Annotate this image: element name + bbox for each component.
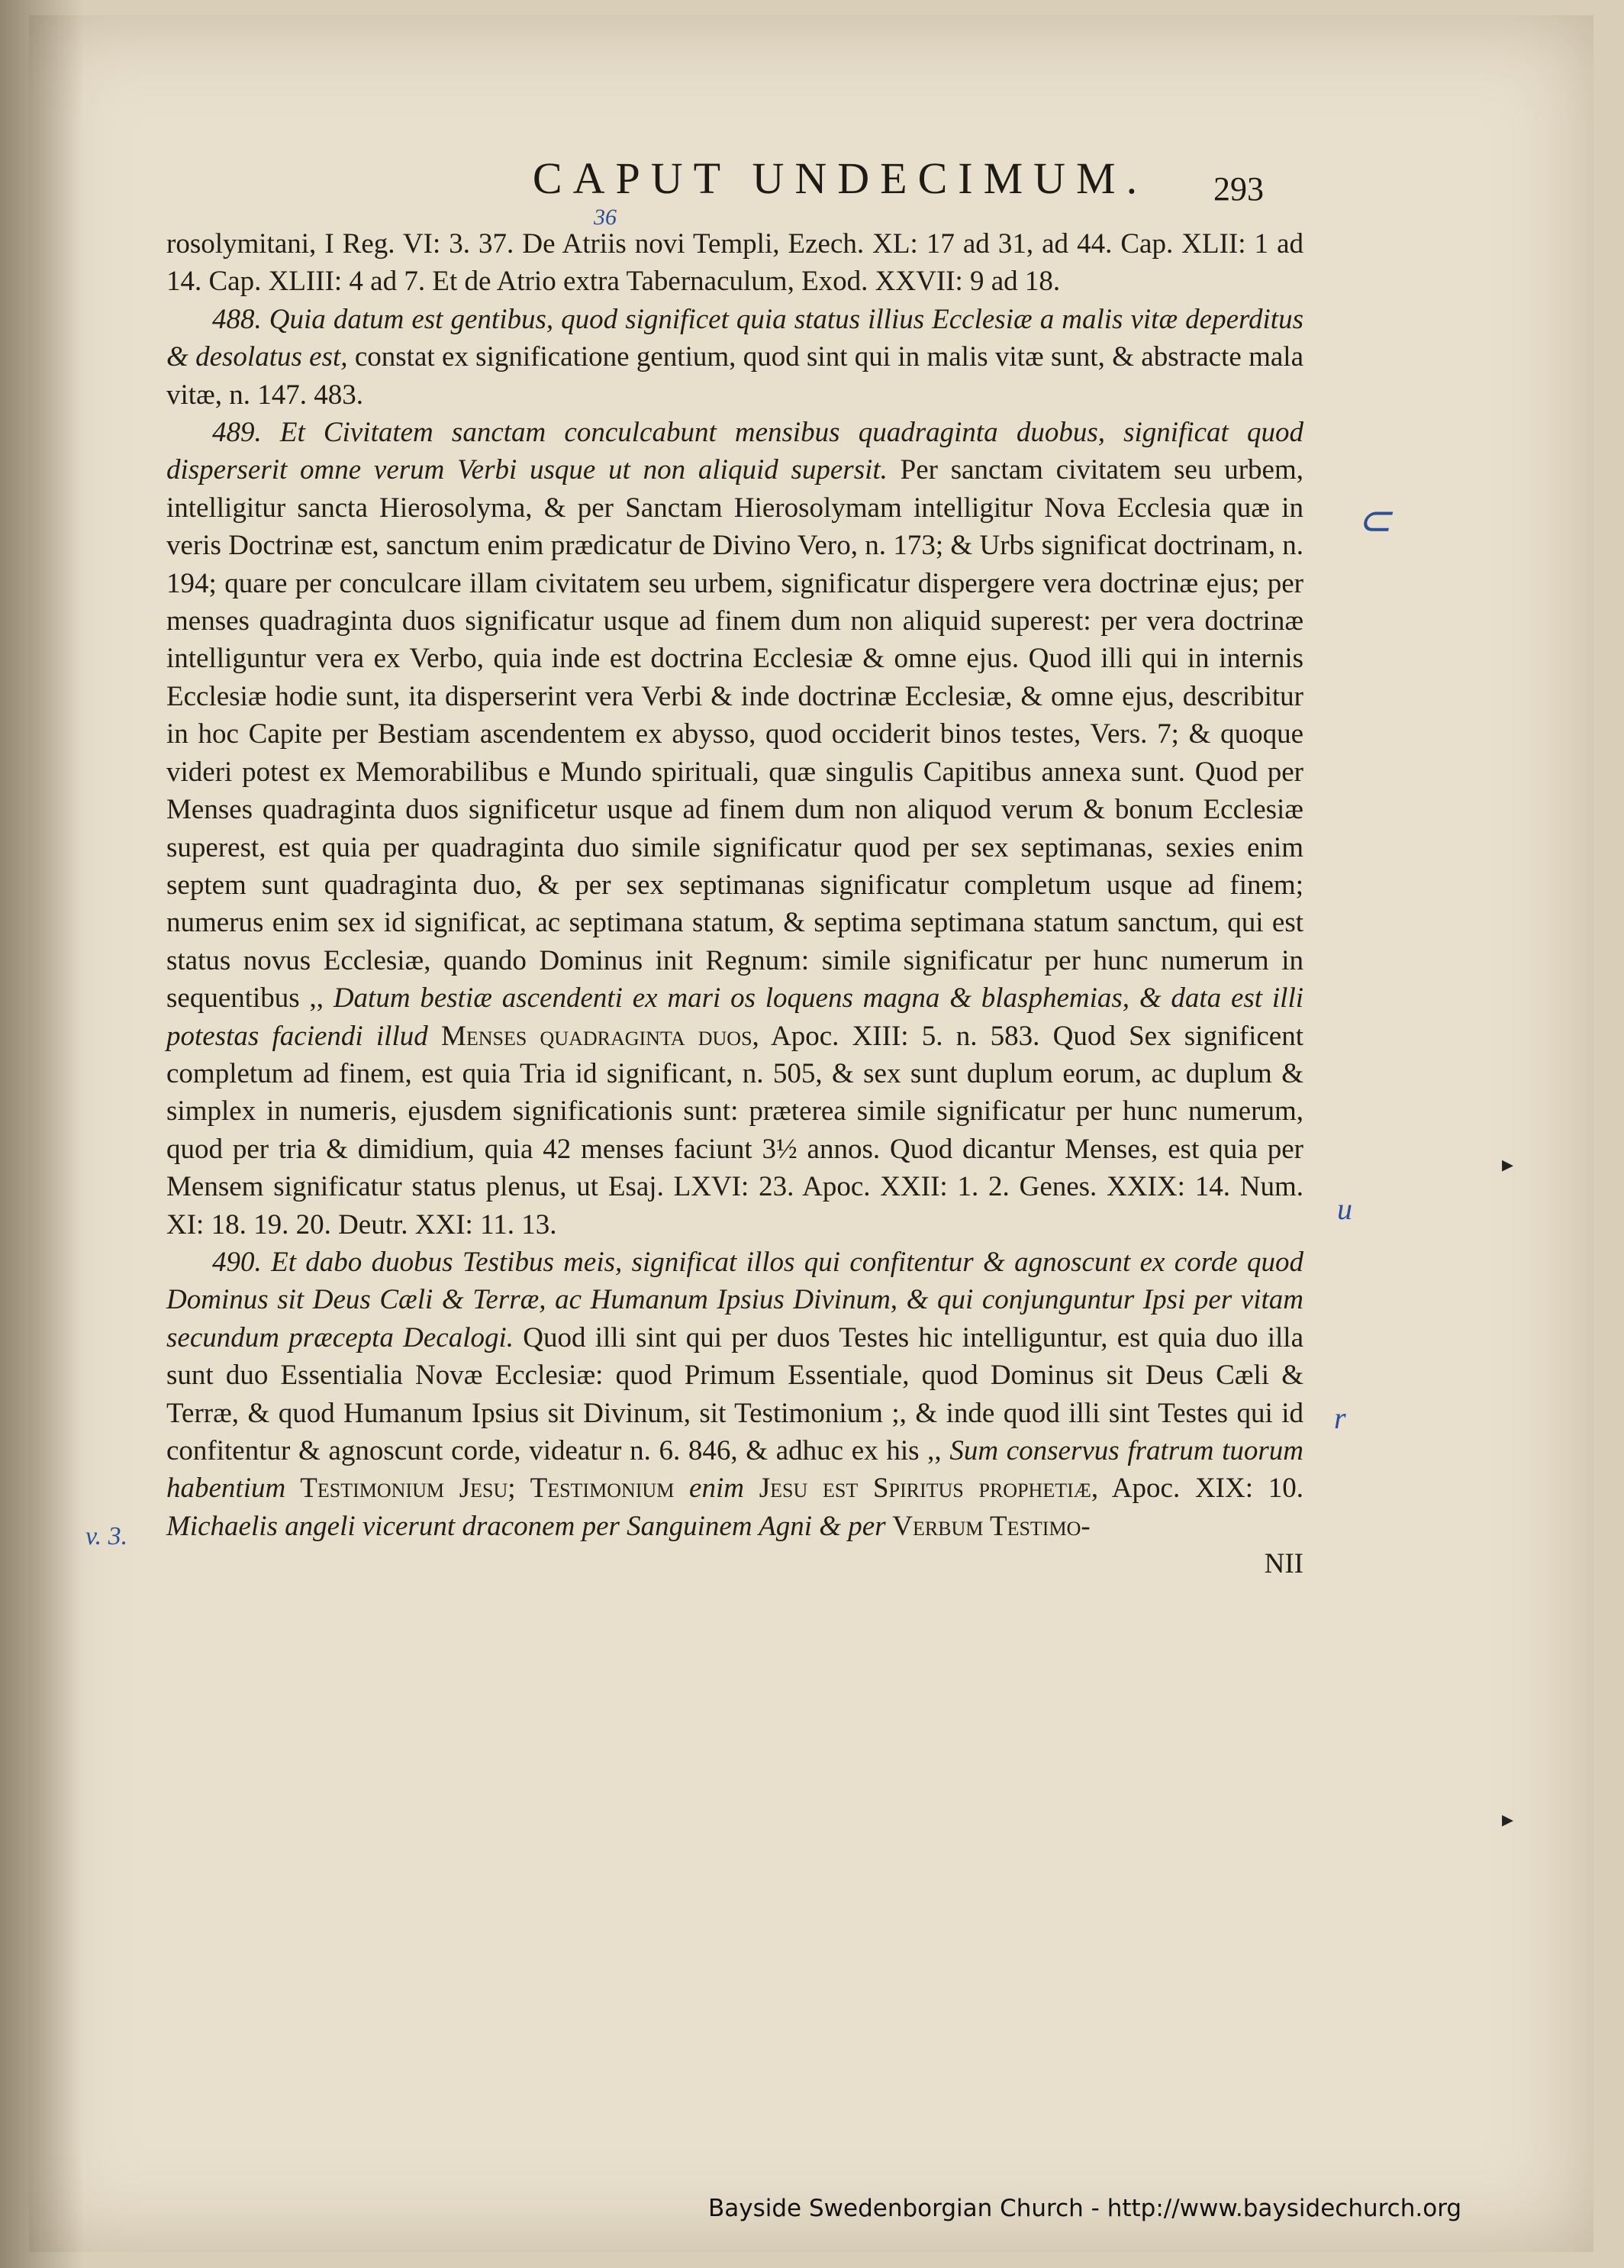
pen-annotation-u: u [1337, 1192, 1352, 1226]
pen-annotation-v3: v. 3. [85, 1522, 128, 1550]
text-run: Testimonium [515, 1473, 675, 1505]
page-text [166, 225, 1303, 1583]
continuation-paragraph [166, 225, 1303, 301]
text-run: Datum bestiæ ascendenti ex mari os loquens magna & blasphemias, & data est illi potestas faciendi illud [166, 982, 1304, 1052]
pen-annotation-r: r [1334, 1401, 1346, 1435]
paragraph-488 [166, 301, 1303, 414]
gutter-shadow [0, 0, 84, 2268]
catchword: NII [1264, 1548, 1303, 1580]
margin-mark: ▸ [1502, 1806, 1514, 1833]
pen-annotation-bracket: ⊂ [1357, 498, 1392, 544]
pen-annotation-36: 36 [594, 205, 617, 230]
text-run: constat ex significatione gentium, quod sint qui in malis vitæ sunt, & abstracte mala vitæ, n. 147. 483. [166, 341, 1303, 411]
paragraph-490 [166, 1244, 1303, 1545]
footer-credit: Bayside Swedenborgian Church - http://www.baysidechurch.org [708, 2195, 1462, 2222]
paragraph-489 [166, 414, 1303, 1244]
text-run: Apoc. XIX: 10. [1098, 1473, 1303, 1505]
text-run: 488. Quia datum est gentibus, quod significet quia status illius Ecclesiæ a malis vitæ deperditus & desolatus est, [166, 303, 1303, 373]
text-run: Menses quadraginta duos, [427, 1020, 759, 1052]
margin-mark: ▸ [1502, 1151, 1514, 1178]
text-run: Verbum Testimo- [885, 1510, 1091, 1542]
running-head: CAPUT UNDECIMUM. [532, 153, 1149, 203]
text-run: Apoc. XIII: 5. n. 583. Quod Sex significent completum ad finem, est quia Tria id significant, n. 505, & sex sunt duplum eorum, ac duplum & simplex in numeris, ejusdem significationis sunt: præterea simile significatur per hunc numerum, quod per tria & dimidium, quia 42 menses faciunt 3½ annos. Quod dicantur Menses, est quia per Mensem significatur status plenus, ut Esaj. LXVI: 23. Apoc. XXII: 1. 2. Genes. XXIX: 14. Num. XI: 18. 19. 20. Deutr. XXI: 11. 13. [166, 1020, 1303, 1240]
text-run: Michaelis angeli vicerunt draconem per Sanguinem Agni & per [166, 1510, 886, 1542]
text-run: Per sanctam civitatem seu urbem, intelligitur sancta Hierosolyma, & per Sanctam Hierosolymam intelligitur Nova Ecclesia quæ in veris Doctrinæ est, sanctum enim prædicatur de Divino Vero, n. 173; & Urbs significat doctrinam, n. 194; quare per conculcare illam civitatem seu urbem, significatur dispergere vera doctrinæ ejus; per menses quadraginta duos significatur usque ad finem dum non aliquid superest: per vera doctrinæ intelliguntur vera ex Verbo, quia inde est doctrina Ecclesiæ & omne ejus. Quod illi qui in internis Ecclesiæ hodie sunt, ita disperserint vera Verbi & inde doctrinæ Ecclesiæ, & omne ejus, describitur in hoc Capite per Bestiam ascendentem ex abysso, quod occiderit binos testes, Vers. 7; & quoque videri potest ex Memorabilibus e Mundo spirituali, quæ singulis Capitibus annexa sunt. Quod per Menses quadraginta duos significetur usque ad finem dum non aliquod verum & bonum Ecclesiæ superest, est quia per quadraginta duo simile significatur quod per sex septimanas, sexies enim septem sunt quadraginta duo, & per sex septimanas significatur completum usque ad finem; numerus enim sex id significat, ac septimana statum, & septima septimana statum sanctum, qui est status novus Ecclesiæ, quando Dominus init Regnum: simile significatur per hunc numerum in sequentibus ,, [166, 454, 1303, 1015]
text-run: Jesu est Spiritus prophetiæ, [743, 1473, 1099, 1505]
text-run: 489. Et Civitatem sanctam conculcabunt mensibus quadraginta duobus, significat quod disperserit omne verum Verbi usque ut non aliquid supersit. [166, 417, 1303, 486]
text-run: Quod illi sint qui per duos Testes hic intelliguntur, est quia duo illa sunt duo Essentialia Novæ Ecclesiæ: quod Primum Essentiale, quod Dominus sit Deus Cæli & Terræ, & quod Humanum Ipsius sit Divinum, sit Testimonium ;, & inde quod illi sint Testes qui id confitentur & agnoscunt corde, videatur n. 6. 846, & adhuc ex his ,, [166, 1321, 1303, 1466]
text-run: rosolymitani, I Reg. VI: 3. 37. De Atriis novi Templi, Ezech. XL: 17 ad 31, ad 44. Cap. XLII: 1 ad 14. Cap. XLIII: 4 ad 7. Et de Atrio extra Tabernaculum, Exod. XXVII: 9 ad 18. [166, 228, 1303, 298]
text-run: 490. Et dabo duobus Testibus meis, significat illos qui confitentur & agnoscunt ex corde quod Dominus sit Deus Cæli & Terræ, ac Humanum Ipsius Divinum, & qui conjunguntur Ipsi per vitam secundum præcepta Decalogi. [166, 1246, 1303, 1353]
page-number: 293 [1213, 170, 1264, 208]
catchword-line [166, 1545, 1303, 1582]
text-run: Testimonium Jesu; [285, 1473, 516, 1505]
text-run: Sum conservus fratrum tuorum habentium [166, 1435, 1303, 1505]
text-run: enim [674, 1473, 744, 1505]
